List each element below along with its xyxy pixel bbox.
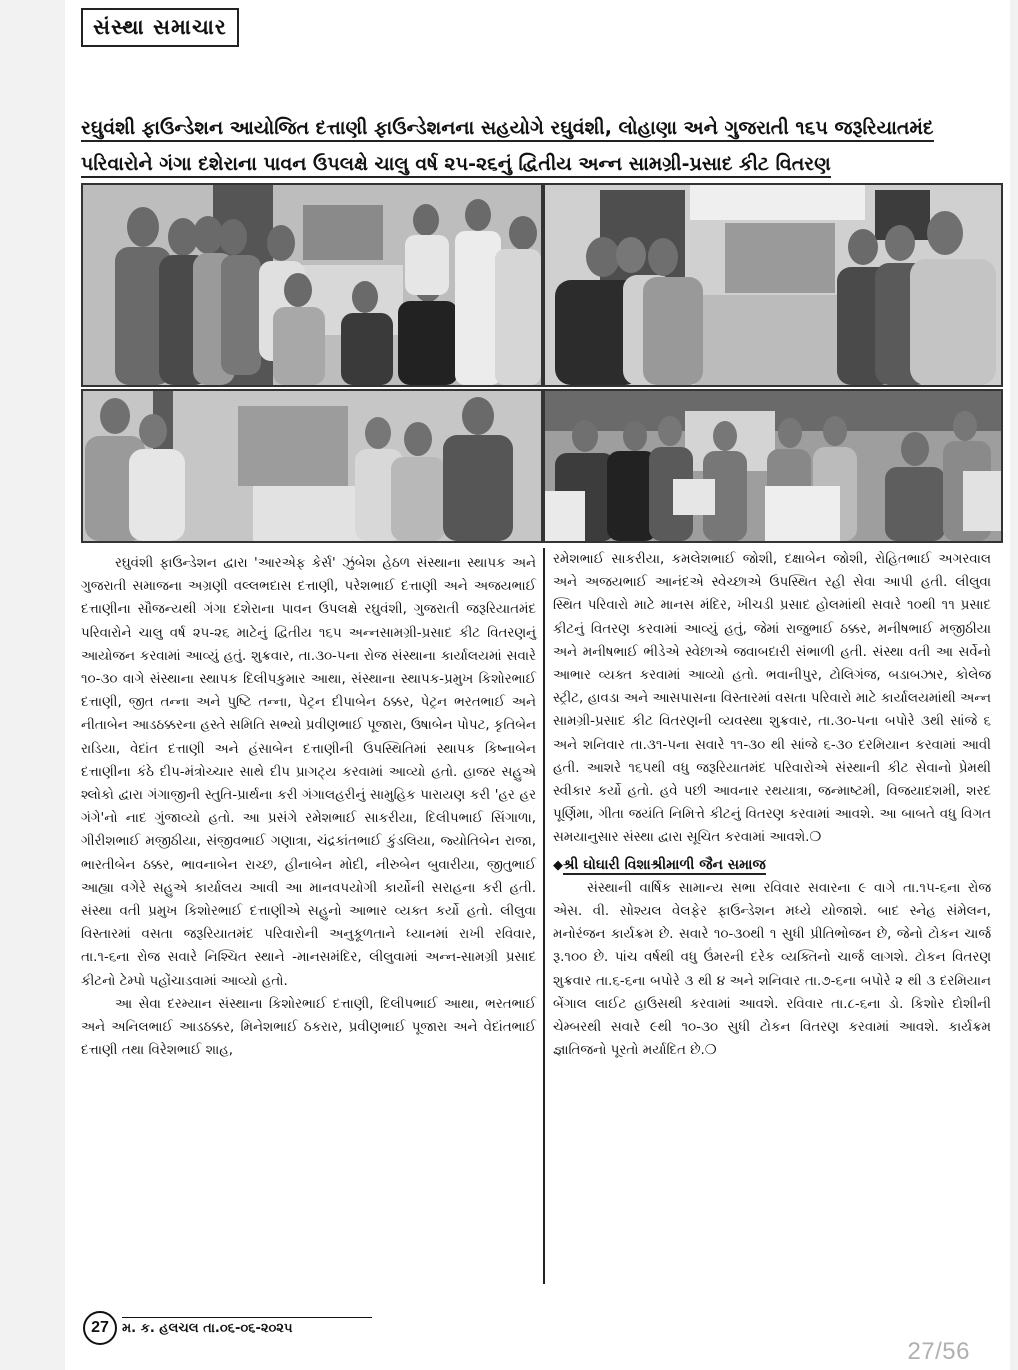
page-counter: 27/56: [907, 1338, 970, 1365]
kit-distribution-photo: [543, 389, 1003, 543]
notice-body: સંસ્થાની વાર્ષિક સામાન્ય સભા રવિવાર સવારના ૯ વાગે તા.૧૫-૬ના રોજ એસ. વી. સોશ્યલ વેલફેર ફાઉન્ડેશન મધ્યે યોજાશે. બાદ સ્નેહ સંમેલન, મનોરંજન કાર્યક્રમ છે. સવારે ૧૦-૩૦થી ૧ સુધી પ્રીતિભોજન છે, જેનો ટોકન ચાર્જ રૂ.૧૦૦ છે. પાંચ વર્ષથી વધુ ઉંમરની દરેક વ્યક્તિનો ચાર્જ લાગશે. ટોકન વિતરણ શુક્રવાર તા.૬-૬ના બપોરે ૩ થી ૪ અને શનિવાર તા.૭-૬ના બપોરે ૨ થી ૩ દરમિયાન બેંગાલ લાઈટ હાઉસથી કરવામાં આવશે. રવિવાર તા.૮-૬ના ડો. કિશોર દોશીની ચેમ્બરથી સવારે ૯થી ૧૦-૩૦ સુધી ટોકન વિતરણ કરવામાં આવશે. કાર્યક્રમ જ્ઞાતિજનો પૂરતો મર્યાદિત છે.❍: [553, 880, 991, 1059]
article-right-column: [543, 548, 991, 1284]
newspaper-page: [65, 0, 1010, 1370]
article-paragraph: રઘુવંશી ફાઉન્ડેશન દ્વારા 'આરએફ કેર્સ' ઝુંબેશ હેઠળ સંસ્થાના સ્થાપક અને ગુજરાતી સમાજના અગ્રણી વલ્લભદાસ દત્તાણી, પરેશભાઈ દત્તાણી અને અજયભાઈ દત્તાણીના સૌજન્યથી ગંગા દશેરાના પાવન ઉપલક્ષે રઘુવંશી, ગુજરાતી જરૂરિયાતમંદ પરિવારોને ચાલુ વર્ષ ૨૫-૨૬ માટેનું દ્વિતીય ૧૬૫ અન્નસામગ્રી-પ્રસાદ કીટ વિતરણનું આયોજન કરવામાં આવ્યું હતું. શુક્રવાર, તા.૩૦-૫ના રોજ સંસ્થાના કાર્યાલયમાં સવારે ૧૦-૩૦ વાગે સંસ્થાના સ્થાપક દિલીપકુમાર આથા, સંસ્થાના સ્થાપક-પ્રમુખ કિશોરભાઈ દત્તાણી, જીત તન્ના અને પુષ્ટિ તન્ના, પેટ્રન દીપાબેન ઠક્કર, પેટ્રન ભરતભાઈ અને નીતાબેન આડઠક્કરના હસ્તે સમિતિ સભ્યો પ્રવીણભાઈ પૂજારા, ઉષાબેન પોપટ, કૃતિબેન રાડિયા, વેદાંત દત્તાણી અને હંસાબેન દત્તાણીની ઉપસ્થિતિમાં સ્થાપક કિષ્નાબેન દત્તાણીના કંઠે દીપ-મંત્રોચ્ચાર સાથે દીપ પ્રાગટ્ય કરવામાં આવ્યો હતો. હાજર સહુએ શ્લોકો દ્વારા ગંગાજીની સ્તુતિ-પ્રાર્થના કરી ગંગાલહરીનું સામુહિક પારાયણ કરી 'હર હર ગંગે'નો નાદ ગુંજાવ્યો હતો. આ પ્રસંગે રમેશભાઈ સાકરીયા, દિલીપભાઈ સિંગાળા, ગીરીશભાઈ મજીઠીયા, સંજીવભાઈ ગણાત્રા, ચંદ્રકાંતભાઈ કુંડલિયા, જ્યોતિબેન રાજા, ભારતીબેન ઠક્કર, ભાવનાબેન રાચ્છ, હીનાબેન મોદી, નીરુબેન બુવારીયા, જીતુભાઈ આહ્યા વગેરે સહુએ કાર્યાલય આવી આ માનવપયોગી કાર્યોની સરાહના કરી હતી. સંસ્થા વતી પ્રમુખ કિશોરભાઈ દત્તાણીએ સહુનો આભાર વ્યક્ત કર્યો હતો. લીલુવા વિસ્તારમાં વસતા જરૂરિયાતમંદ પરિવારોની અનુકૂળતાને ધ્યાનમાં રાખી રવિવાર, તા.૧-૬ના રોજ સવારે નિશ્ચિત સ્થાને -માનસમંદિર, લીલુવામાં અન્ન-સામગ્રી પ્રસાદ કીટનો ટેમ્પો પહોંચાડવામાં આવ્યો હતો.: [81, 556, 536, 989]
photo-collage: [81, 183, 1003, 540]
women-group-photo: [543, 183, 1003, 387]
headline-line-2: પરિવારોને ગંગા દશેરાના પાવન ઉપલક્ષે ચાલુ વર્ષ ૨૫-૨૬નું દ્વિતીય અન્ન સામગ્રી-પ્રસાદ કીટ વિતરણ: [81, 153, 831, 178]
diamond-bullet-icon: ◆: [553, 857, 563, 873]
notice-heading: [553, 854, 991, 877]
headline: [81, 110, 1006, 182]
headline-line-1: રઘુવંશી ફાઉન્ડેશન આયોજિત દત્તાણી ફાઉન્ડેશનના સહયોગે રઘુવંશી, લોહાણા અને ગુજરાતી ૧૬૫ જરૂરિયાતમંદ: [81, 117, 934, 142]
publication-date: મ. ક. હલચલ તા.૦૬-૦૬-૨૦૨૫: [122, 1317, 372, 1336]
page-footer: [83, 1310, 372, 1346]
article-left-column: [81, 552, 536, 1062]
page-number-badge: 27: [83, 1311, 117, 1345]
article-paragraph: આ સેવા દરમ્યાન સંસ્થાના કિશોરભાઈ દત્તાણી, દિલીપભાઈ આથા, ભરતભાઈ અને અનિલભાઈ આડઠક્કર, મિનેશભાઈ ઠકરાર, પ્રવીણભાઈ પૂજારા અને વેદાંતભાઈ દત્તાણી તથા વિરેશભાઈ શાહ,: [81, 996, 536, 1059]
group-photo-office: [81, 183, 543, 387]
notice-title: શ્રી ઘોઘારી વિશાશ્રીમાળી જૈન સમાજ: [563, 856, 766, 873]
section-tag: સંસ્થા સમાચાર: [81, 8, 239, 47]
article-paragraph: રમેશભાઈ સાકરીયા, કમલેશભાઈ જોશી, દક્ષાબેન જોશી, રોહિતભાઈ અગરવાલ અને અજયભાઈ આનંદએ સ્વેચ્છાએ ઉપસ્થિત રહી સેવા આપી હતી. લીલુવા સ્થિત પરિવારો માટે માનસ મંદિર, ખીચડી પ્રસાદ હોલમાંથી સવારે ૧૦થી ૧૧ પ્રસાદ કીટનું વિતરણ કરવામાં આવ્યું હતું, જેમાં રાજુભાઈ ઠક્કર, મનીષભાઈ મજીઠીયા અને મનીષભાઈ ભીડેએ સ્વેછાએ જવાબદારી સંભાળી હતી. સંસ્થા વતી આ સર્વેનો આભાર વ્યક્ત કરવામાં આવ્યો હતો. ભવાનીપુર, ટોલિગંજ, બડાબઝાર, કોલેજ સ્ટ્રીટ, હાવડા અને આસપાસના વિસ્તારમાં વસતા પરિવારો માટે કાર્યાલયમાંથી અન્ન સામગ્રી-પ્રસાદ કીટ વિતરણની વ્યવસ્થા શુક્રવાર, તા.૩૦-૫ના બપોરે ૩થી સાંજે ૬ અને શનિવાર તા.૩૧-૫ના સવારે ૧૧-૩૦ થી સાંજે ૬-૩૦ દરમિયાન કરવામાં આવી હતી. આશરે ૧૬૫થી વધુ જરૂરિયાતમંદ પરિવારોએ સંસ્થાની કીટ સેવાનો પ્રેમથી સ્વીકાર કર્યો હતો. હવે પછી આવનાર રથયાત્રા, જન્માષ્ટમી, વિજયાદશમી, શરદ પૂર્ણિમા, ગીતા જયંતિ નિમિત્તે કીટનું વિતરણ કરવામાં આવશે. આ બાબતે વધુ વિગત સમયાનુસાર સંસ્થા દ્વારા સૂચિત કરવામાં આવશે.❍: [553, 552, 991, 846]
men-group-photo: [81, 389, 543, 543]
